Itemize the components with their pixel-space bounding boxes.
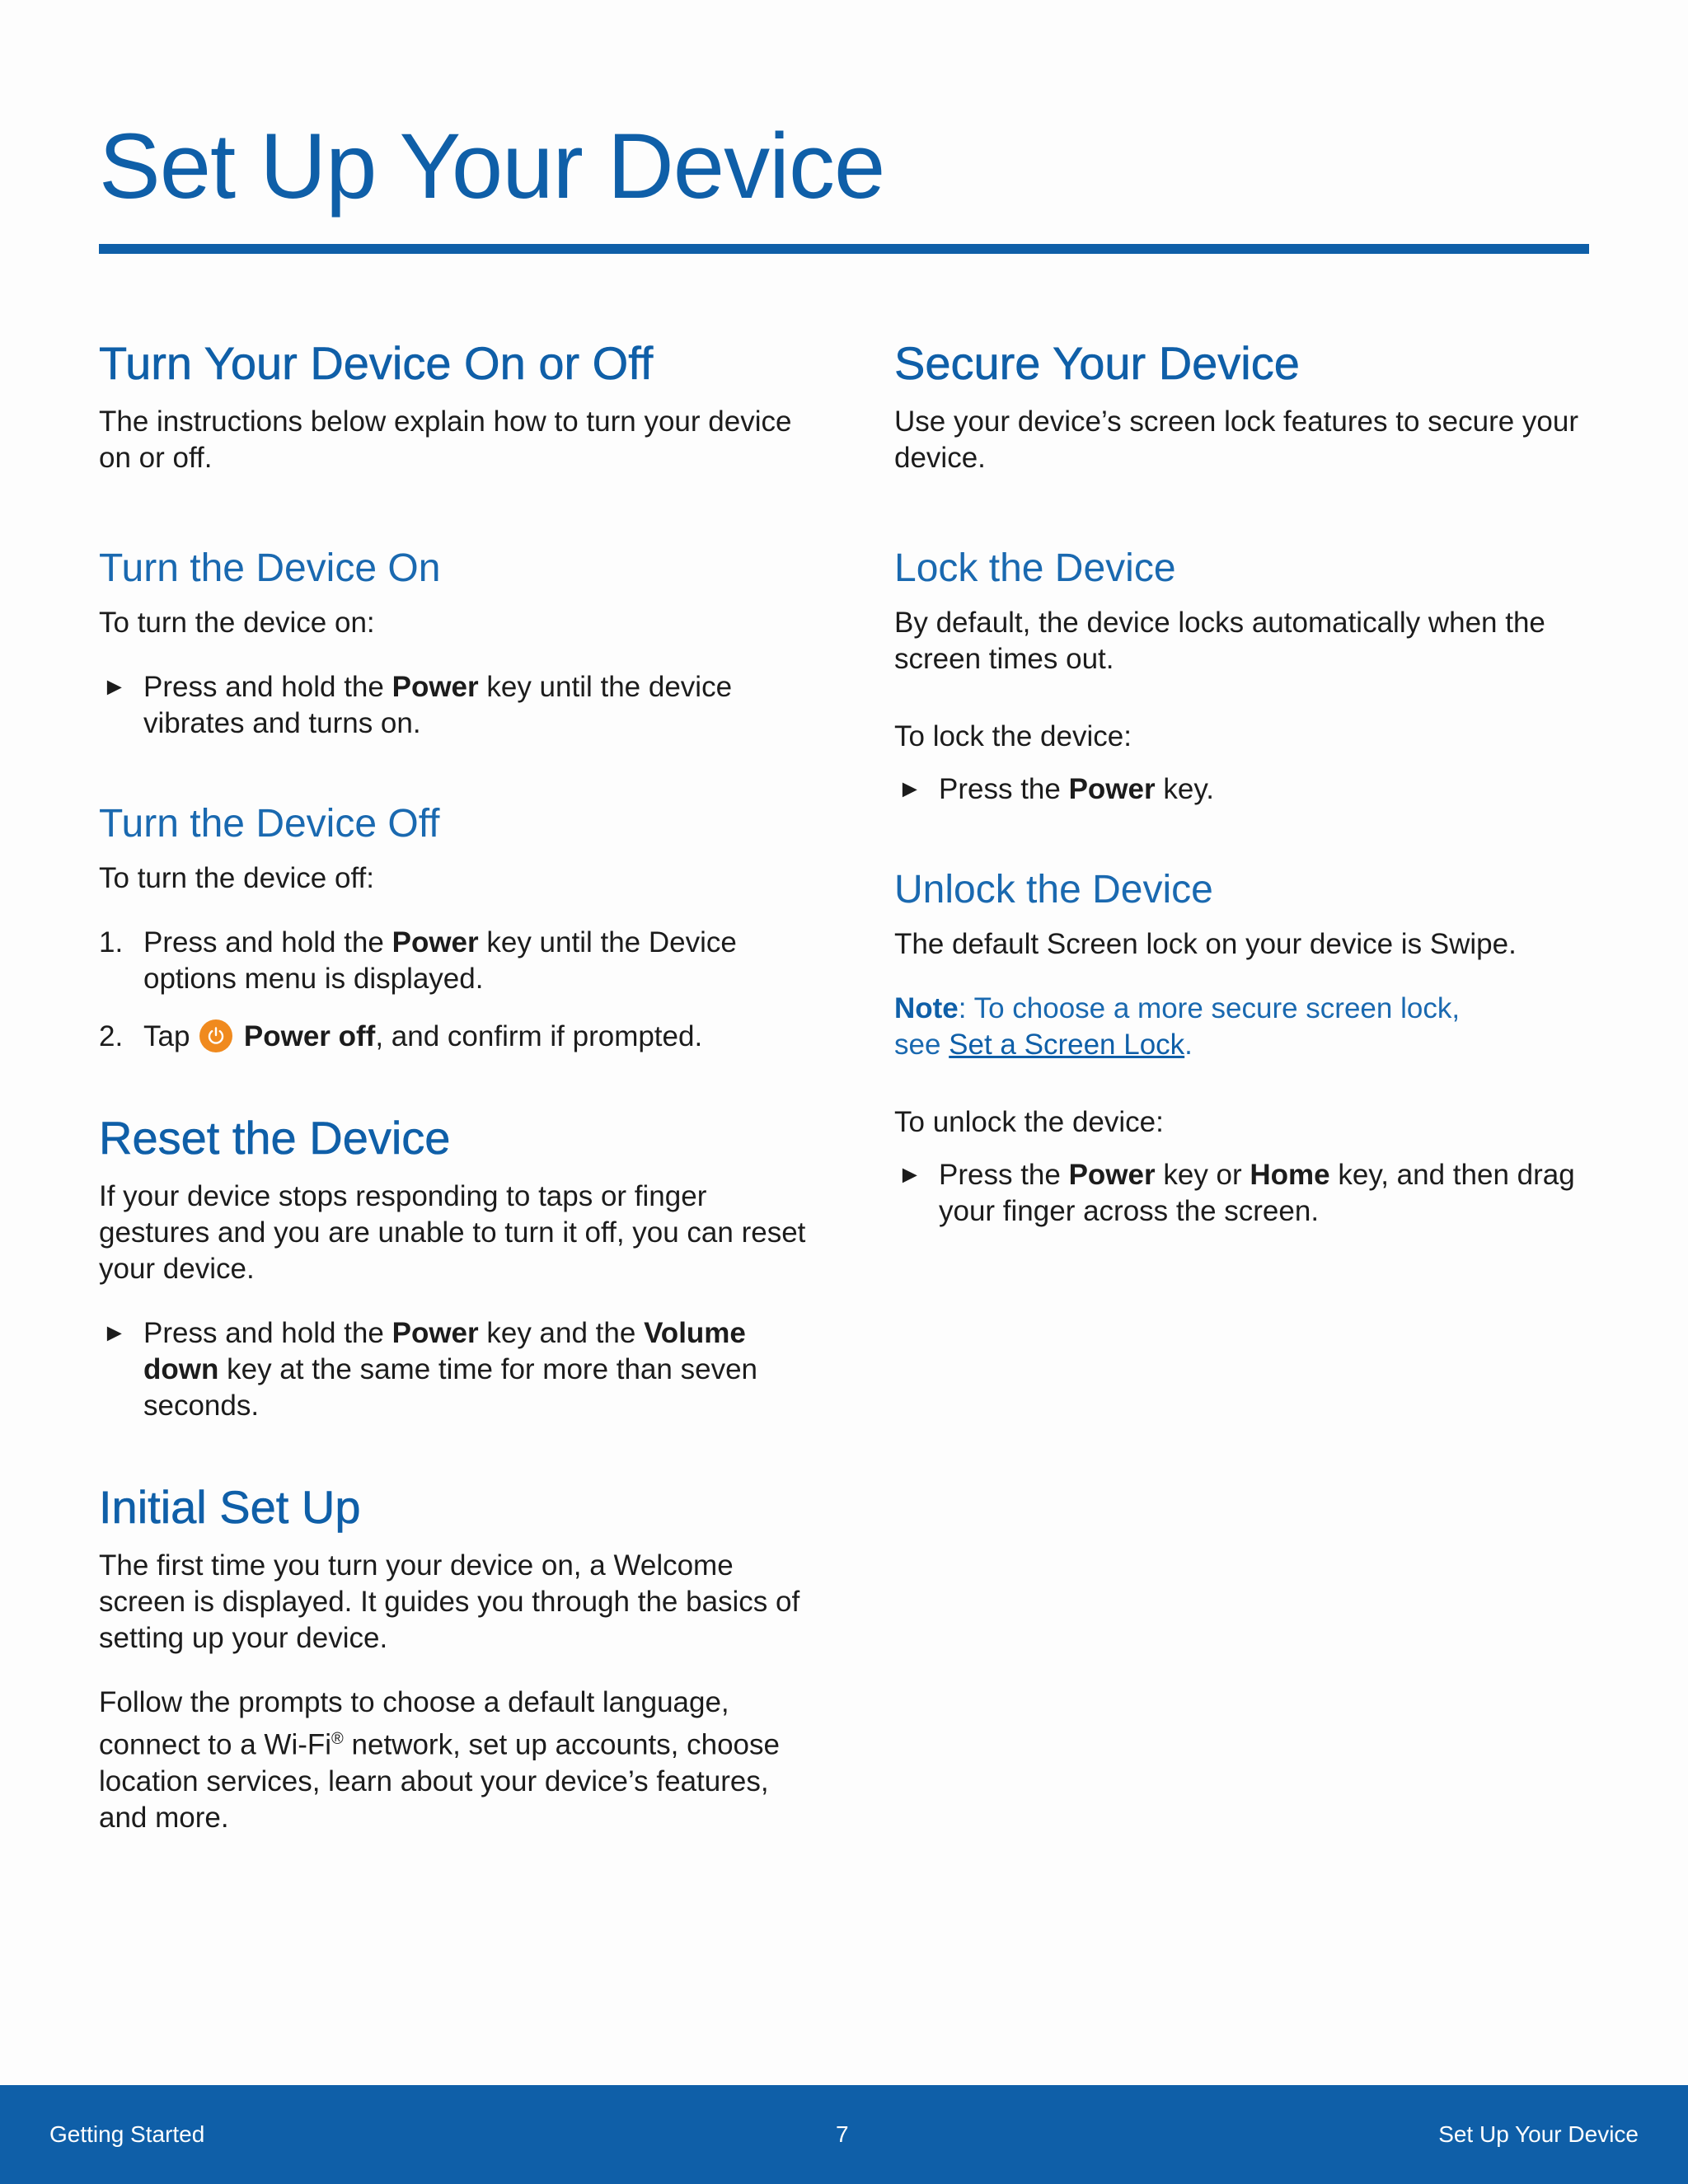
footer-section: Set Up Your Device [1438,2121,1639,2147]
subheading-turn-on: Turn the Device On [99,546,441,590]
lock-intro: By default, the device locks automatically when the screen times out. [894,607,1545,675]
subheading-lock: Lock the Device [894,546,1176,590]
step-number: 2. [99,1020,124,1052]
footer-page-number: 7 [836,2121,849,2147]
left-column [99,335,808,1836]
bullet-arrow-icon: ► [102,673,127,701]
bullet-arrow-icon: ► [898,776,922,803]
set-screen-lock-link[interactable]: Set a Screen Lock [949,1029,1185,1061]
subheading-turn-off: Turn the Device Off [99,802,440,846]
home-key-label: Home [1250,1159,1330,1191]
reset-intro: If your device stops responding to taps or finger gestures and you are unable to turn it off, you can reset your device. [99,1180,806,1285]
unlock-note: Note: To choose a more secure screen lock, see Set a Screen Lock. [894,992,1461,1061]
secure-intro: Use your device’s screen lock features to secure your device. [894,405,1579,474]
turn-on-off-intro: The instructions below explain how to turn your device on or off. [99,405,792,474]
turn-off-step-2: 2. Tap Power off, and confirm if prompted. [99,1019,808,1055]
lock-step: ► Press the Power key. [894,771,1603,808]
subheading-unlock: Unlock the Device [894,868,1213,912]
turn-on-lead: To turn the device on: [99,607,375,639]
unlock-intro: The default Screen lock on your device is Swipe. [894,928,1517,960]
power-off-icon [199,1019,232,1052]
lock-lead: To lock the device: [894,720,1132,752]
power-key-label: Power [392,926,479,958]
title-divider [99,244,1589,254]
section-heading-initial-setup: Initial Set Up [99,1481,361,1533]
power-key-label: Power [392,1317,479,1349]
power-key-label: Power [392,671,479,703]
unlock-lead: To unlock the device: [894,1106,1164,1138]
power-key-label: Power [1068,1159,1156,1191]
unlock-step: ► Press the Power key or Home key, and then drag your finger across the screen. [898,1159,1575,1227]
turn-off-lead: To turn the device off: [99,862,375,894]
volume-down-key-label: Volume down [143,1317,746,1385]
bullet-arrow-icon: ► [898,1161,922,1188]
bullet-arrow-icon: ► [102,1319,127,1347]
step-number: 1. [99,926,124,958]
initial-setup-para-2: Follow the prompts to choose a default language, connect to a Wi-Fi® network, set up accounts, choose location services, learn about your device’s features, and more. [99,1686,780,1834]
section-heading-reset: Reset the Device [99,1112,451,1164]
registered-mark: ® [331,1730,344,1748]
page-title: Set Up Your Device [99,115,885,218]
section-heading-secure: Secure Your Device [894,337,1300,389]
section-heading-turn-on-off: Turn Your Device On or Off [99,337,654,389]
footer-chapter: Getting Started [49,2121,205,2147]
turn-on-step: ► Press and hold the Power key until the device vibrates and turns on. [102,671,733,739]
reset-step: ► Press and hold the Power key and the Volume down key at the same time for more than seven seconds. [102,1317,758,1422]
turn-off-step-1: 1. Press and hold the Power key until the Device options menu is displayed. [99,926,737,995]
page-footer [0,2085,1688,2184]
right-column [894,335,1603,1230]
note-label: Note [894,992,959,1024]
power-off-label: Power off [243,1020,376,1052]
power-key-label: Power [1068,773,1156,805]
initial-setup-para-1: The first time you turn your device on, a Welcome screen is displayed. It guides you through the basics of setting up your device. [99,1549,800,1654]
